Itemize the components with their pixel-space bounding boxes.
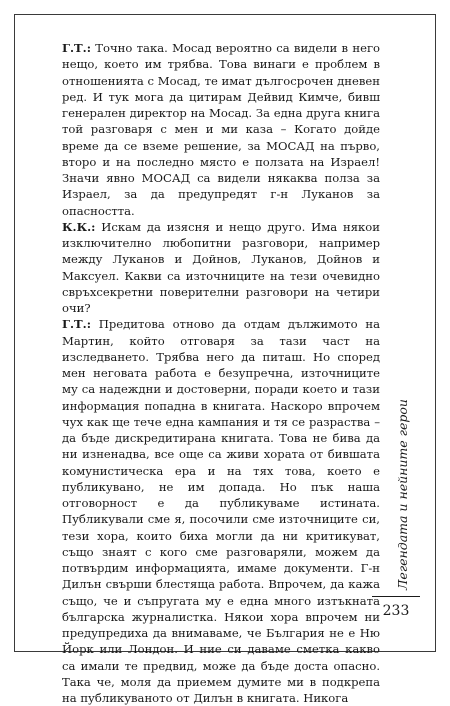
paragraph-text: Предитова отново да отдам дължимото на Мартин, който отговаря за тази част на изследването. Трябва него да питаш. Но според мен неговата работа е безупречна, източниците му са надеждни и достоверни, поради което и тази информация попадна в книгата. Наскоро впрочем чух как ще тече една кампания и тя се разраства – да бъде дискредитирана книгата. Това не бива да ни изненадва, все още са живи хората от бившата комунистическа ера и на тях това, което е публикувано, не им допада. Но пък наша отговорност е да публикуваме истината. Публикували сме я, посочили сме източниците си, тези хора, които биха могли да ни критикуват, също знаят с кого сме разговаряли, можем да потвърдим информацията, имаме документи. Г-н Дилън свърши блестяща работа. Впрочем, да кажа също, че и съпругата му е една много изтъкната българска журналистка. Някои хора впрочем ни предупредиха да внимаваме, че България не е Ню Йорк или Лондон. И ние си даваме сметка какво са имали те предвид, може да бъде доста опасно. Така че, моля да приемем думите ми в подкрепа на публикуваното от Дилън в книгата. Никога: [62, 317, 380, 705]
paragraph-text: Искам да изясня и нещо друго. Има някои изключително любопитни разговори, например между Луканов и Дойнов, Луканов, Дойнов и Максуел. Какви са източниците на тези очевидно свръхсекретни поверителни разговори на четири очи?: [62, 219, 380, 315]
speaker-label: Г.Т.:: [62, 41, 91, 55]
page-number: 233: [382, 603, 410, 619]
paragraph-1: [62, 40, 380, 219]
paragraph-3: [62, 316, 380, 706]
running-title-text: Легендата и нейните герои: [395, 399, 410, 590]
paragraph-2: [62, 219, 380, 317]
book-text-body: [62, 40, 380, 706]
running-title: [391, 290, 413, 590]
paragraph-text: Точно така. Мосад вероятно са видели в него нещо, което им трябва. Това винаги е проблем в отношенията с Мосад, те имат дългосрочен дневен ред. И тук мога да цитирам Дейвид Кимче, бивш генерален директор на Мосад. За една друга книга той разговаря с мен и ми каза – Когато дойде време да се вземе решение, за МОСАД на първо, второ и на последно място е ползата на Израел! Значи явно МОСАД са видели някаква полза за Израел, за да предупредят г-н Луканов за опасността.: [62, 41, 380, 218]
speaker-label: Г.Т.:: [62, 317, 91, 332]
page-number-rule: [372, 596, 420, 597]
speaker-label: К.К.:: [62, 219, 96, 234]
